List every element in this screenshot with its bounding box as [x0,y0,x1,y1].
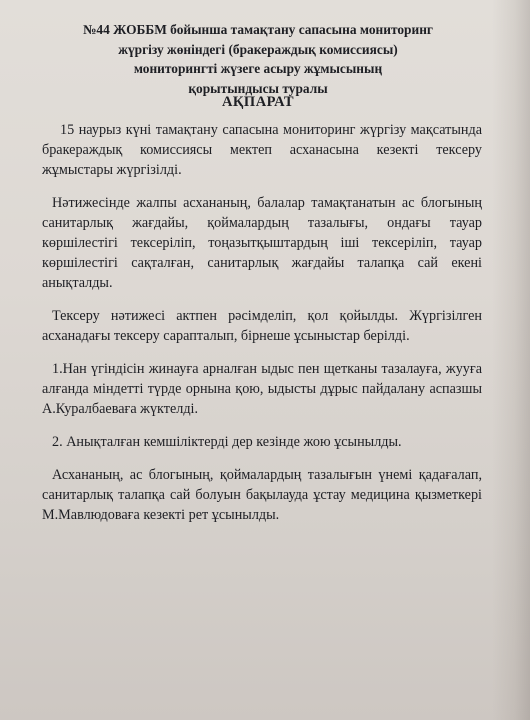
paragraph-recommendation-1: 1.Нан үгіндісін жинауға арналған ыдыс пен щетканы тазалауға, жууға алғанда міндетті түрде орнына қою, ыдысты дұрыс пайдалану аспазшы А.Куралбаеваға жүктелді. [42,361,482,417]
paragraph-recommendation-3: Асхананың, ас блогының, қоймалардың тазалығын үнемі қадағалап, санитарлық талапқа сай болуын бақылауда ұстау медицина қызметкері М.Мавлюдоваға кезекті рет ұсынылды. [42,467,482,523]
document-title: АҚПАРАТ [221,94,295,110]
paragraph-inspection-date: 15 наурыз күні тамақтану сапасына мониторинг жүргізу мақсатында бракераждық комиссиясы мектеп асханасына кезекті тексеру жұмыстары жүргізілді. [42,122,482,178]
paragraph-act: Тексеру нәтижесі актпен рәсімделіп, қол қойылды. Жүргізілген асханадағы тексеру сарапталып, бірнеше ұсыныстар берілді. [42,308,482,344]
document-heading: №44 ЖОББМ бойынша тамақтану сапасына мониторинг жүргізу жөніндегі (бракераждық комиссиясы) мониторингті жүзеге асыру жұмысының қорытындысы туралы [82,22,434,96]
document-body [42,120,482,538]
paragraph-results: Нәтижесінде жалпы асхананың, балалар тамақтанатын ас блогының санитарлық жағдайы, қоймалардың тазалығы, ондағы тауар көршілестігі тексеріліп, тоңазытқыштардың іші тексеріліп, тауар көршілестігі сақталған, санитарлық жағдайы талапқа сай екені анықталды. [42,195,482,291]
paragraph-recommendation-2: 2. Анықталған кемшіліктерді дер кезінде жою ұсынылды. [52,434,402,450]
